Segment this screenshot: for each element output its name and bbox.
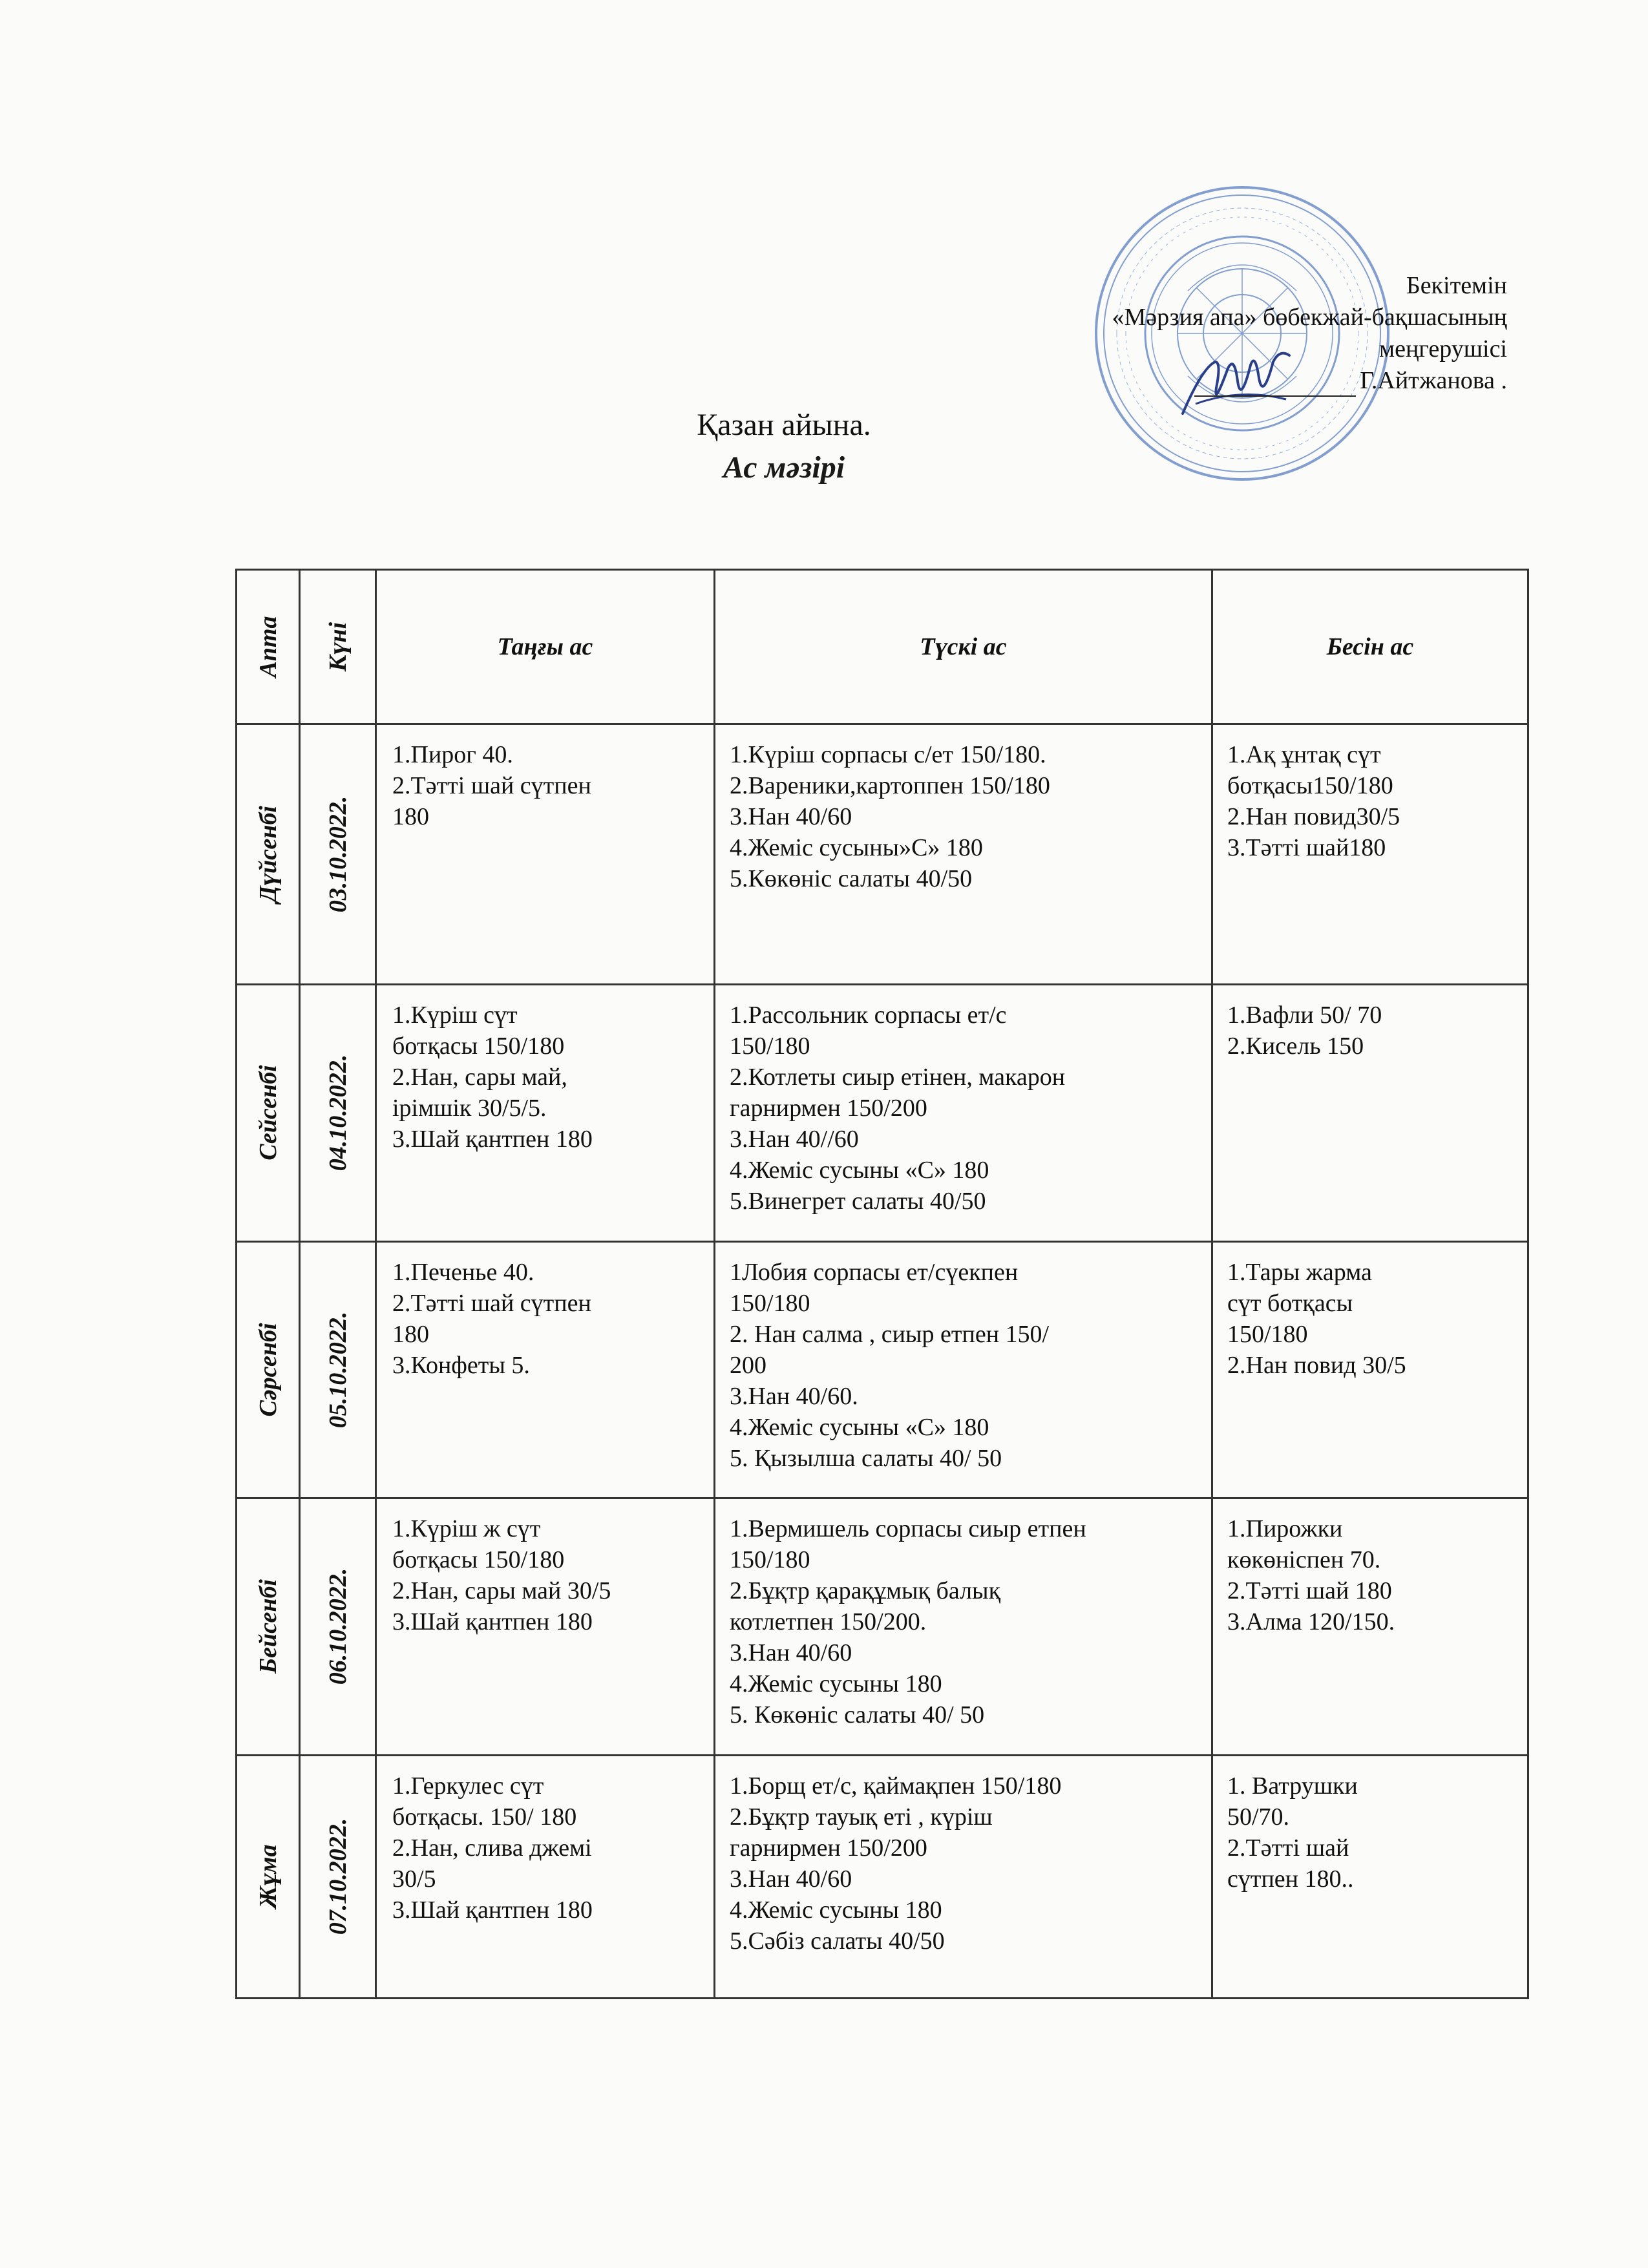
menu-item-line: 1.Тары жарма	[1227, 1258, 1372, 1286]
lunch-cell	[715, 1498, 1212, 1755]
menu-item-line: ботқасы 150/180	[392, 1033, 565, 1060]
menu-item-line: 180	[392, 803, 429, 830]
menu-item-line: 3.Шай қантпен 180	[392, 1896, 593, 1924]
menu-item-line: 3.Нан 40//60	[730, 1126, 859, 1153]
menu-item-line: 1. Ватрушки	[1227, 1772, 1358, 1800]
snack-cell	[1212, 985, 1528, 1241]
menu-item-line: 1Лобия сорпасы ет/сүекпен	[730, 1258, 1019, 1286]
snack-cell	[1212, 1241, 1528, 1498]
lunch-cell	[715, 1241, 1212, 1498]
menu-item-line: ірімшік 30/5/5.	[392, 1095, 547, 1122]
menu-item-line: 2.Тәтті шай сүтпен	[392, 772, 591, 799]
title-month: Қазан айына.	[697, 408, 871, 442]
weekday: Жұма	[254, 1844, 282, 1909]
menu-item-line: 2.Нан повид 30/5	[1227, 1351, 1406, 1379]
menu-item-line: ботқасы. 150/ 180	[392, 1803, 577, 1831]
title-menu: Ас мәзірі	[723, 450, 845, 485]
menu-item-line: 2.Нан повид30/5	[1227, 803, 1400, 830]
menu-item-line: 2.Тәтті шай	[1227, 1834, 1349, 1862]
snack-cell	[1212, 724, 1528, 984]
menu-item-line: гарнирмен 150/200	[730, 1095, 927, 1122]
menu-item-line: 4.Жеміс сусыны»С» 180	[730, 834, 983, 861]
lunch-cell	[715, 724, 1212, 984]
weekday-cell	[237, 1755, 300, 1998]
menu-item-line: 1.Вермишель сорпасы сиыр етпен	[730, 1515, 1086, 1543]
weekday: Сейсенбі	[254, 1065, 282, 1161]
menu-item-line: 150/180	[1227, 1320, 1308, 1348]
menu-item-line: 3.Алма 120/150.	[1227, 1608, 1395, 1636]
weekday: Сәрсенбі	[254, 1323, 282, 1417]
menu-table	[235, 569, 1529, 1999]
menu-item-line: 3.Конфеты 5.	[392, 1351, 530, 1379]
breakfast-cell	[376, 985, 715, 1241]
weekday-cell	[237, 1241, 300, 1498]
signature-line	[1194, 376, 1356, 397]
header-snack: Бесін ас	[1212, 570, 1528, 724]
menu-item-line: 1.Пирожки	[1227, 1515, 1343, 1543]
menu-item-line: 180	[392, 1320, 429, 1348]
menu-item-line: 2.Кисель 150	[1227, 1033, 1364, 1060]
breakfast-cell	[376, 1498, 715, 1755]
approval-line-1: Бекітемін	[1406, 272, 1507, 299]
date-cell	[300, 724, 376, 984]
date: 05.10.2022.	[324, 1311, 352, 1428]
table-row	[237, 1755, 1528, 1998]
menu-item-line: 4.Жеміс сусыны «С» 180	[730, 1413, 989, 1441]
approval-line-3: меңгерушісі	[1379, 335, 1507, 362]
menu-item-line: сүт ботқасы	[1227, 1289, 1353, 1317]
date-cell	[300, 985, 376, 1241]
menu-item-line: 2.Тәтті шай сүтпен	[392, 1289, 591, 1317]
menu-item-line: 4.Жеміс сусыны 180	[730, 1670, 942, 1698]
menu-item-line: 1.Рассольник сорпасы ет/с	[730, 1002, 1007, 1029]
menu-item-line: 5.Винегрет салаты 40/50	[730, 1188, 986, 1215]
menu-item-line: 5.Сәбіз салаты 40/50	[730, 1927, 945, 1955]
menu-item-line: 2.Котлеты сиыр етінен, макарон	[730, 1064, 1066, 1091]
breakfast-cell	[376, 1755, 715, 1998]
approval-line-2: «Мәрзия апа» бөбекжай-бақшасының	[1112, 304, 1507, 331]
snack-cell	[1212, 1755, 1528, 1998]
date-cell	[300, 1755, 376, 1998]
menu-item-line: котлетпен 150/200.	[730, 1608, 927, 1636]
snack-cell	[1212, 1498, 1528, 1755]
menu-item-line: 1.Вафли 50/ 70	[1227, 1002, 1382, 1029]
menu-item-line: 5.Көкөніс салаты 40/50	[730, 865, 973, 892]
menu-item-line: 1.Күріш ж сүт	[392, 1515, 541, 1543]
menu-item-line: 5. Көкөніс салаты 40/ 50	[730, 1701, 985, 1729]
menu-item-line: 2.Нан, слива джемі	[392, 1834, 592, 1862]
menu-item-line: 3.Шай қантпен 180	[392, 1126, 593, 1153]
menu-item-line: ботқасы150/180	[1227, 772, 1393, 799]
menu-item-line: 2.Бұқтр тауық еті , күріш	[730, 1803, 993, 1831]
menu-item-line: ботқасы 150/180	[392, 1546, 565, 1574]
weekday: Бейсенбі	[254, 1579, 282, 1674]
menu-item-line: 2.Вареники,картоппен 150/180	[730, 772, 1050, 799]
breakfast-cell	[376, 724, 715, 984]
menu-item-line: 2.Нан, сары май 30/5	[392, 1577, 611, 1605]
menu-item-line: 2.Нан, сары май,	[392, 1064, 567, 1091]
menu-item-line: гарнирмен 150/200	[730, 1834, 927, 1862]
menu-item-line: 150/180	[730, 1546, 810, 1574]
menu-item-line: 2.Тәтті шай 180	[1227, 1577, 1392, 1605]
menu-item-line: 1.Печенье 40.	[392, 1258, 534, 1286]
table-row	[237, 985, 1528, 1241]
header-day: Күні	[300, 570, 376, 724]
weekday-cell	[237, 1498, 300, 1755]
header-breakfast: Таңғы ас	[376, 570, 715, 724]
menu-item-line: 3.Нан 40/60	[730, 1865, 852, 1893]
menu-item-line: 1.Күріш сүт	[392, 1002, 518, 1029]
lunch-cell	[715, 1755, 1212, 1998]
weekday-cell	[237, 724, 300, 984]
menu-item-line: көкөніспен 70.	[1227, 1546, 1381, 1574]
menu-item-line: 2.Бұқтр қарақұмық балық	[730, 1577, 1001, 1605]
date: 04.10.2022.	[324, 1055, 352, 1171]
weekday-cell	[237, 985, 300, 1241]
approval-line-4	[1112, 365, 1507, 397]
lunch-cell	[715, 985, 1212, 1241]
menu-item-line: 1.Борщ ет/с, қаймақпен 150/180	[730, 1772, 1062, 1800]
menu-item-line: 1.Күріш сорпасы с/ет 150/180.	[730, 740, 1046, 768]
date-cell	[300, 1241, 376, 1498]
menu-item-line: 1.Геркулес сүт	[392, 1772, 544, 1800]
menu-item-line: 3.Шай қантпен 180	[392, 1608, 593, 1636]
menu-item-line: 3.Нан 40/60	[730, 1639, 852, 1667]
menu-item-line: 4.Жеміс сусыны 180	[730, 1896, 942, 1924]
table-row	[237, 1241, 1528, 1498]
menu-item-line: 4.Жеміс сусыны «С» 180	[730, 1157, 989, 1184]
menu-item-line: 30/5	[392, 1865, 436, 1893]
date-cell	[300, 1498, 376, 1755]
menu-item-line: 200	[730, 1351, 766, 1379]
menu-item-line: 5. Қызылша салаты 40/ 50	[730, 1444, 1002, 1472]
menu-item-line: 3.Тәтті шай180	[1227, 834, 1386, 861]
menu-item-line: 3.Нан 40/60	[730, 803, 852, 830]
approval-block	[1112, 270, 1507, 397]
head-name: Г.Айтжанова .	[1360, 367, 1507, 394]
header-lunch: Түскі ас	[715, 570, 1212, 724]
menu-item-line: 50/70.	[1227, 1803, 1290, 1831]
table-row	[237, 1498, 1528, 1755]
weekday: Дүйсенбі	[254, 805, 282, 903]
header-week: Апта	[237, 570, 300, 724]
menu-item-line: сүтпен 180..	[1227, 1865, 1354, 1893]
menu-item-line: 1.Пирог 40.	[392, 740, 513, 768]
date: 06.10.2022.	[324, 1568, 352, 1685]
menu-item-line: 150/180	[730, 1033, 810, 1060]
header-row	[237, 570, 1528, 724]
menu-item-line: 1.Ақ ұнтақ сүт	[1227, 740, 1381, 768]
date: 07.10.2022.	[324, 1818, 352, 1935]
breakfast-cell	[376, 1241, 715, 1498]
menu-item-line: 2. Нан салма , сиыр етпен 150/	[730, 1320, 1050, 1348]
date: 03.10.2022.	[324, 795, 352, 913]
menu-item-line: 150/180	[730, 1289, 810, 1317]
table-row	[237, 724, 1528, 984]
menu-item-line: 3.Нан 40/60.	[730, 1382, 858, 1410]
